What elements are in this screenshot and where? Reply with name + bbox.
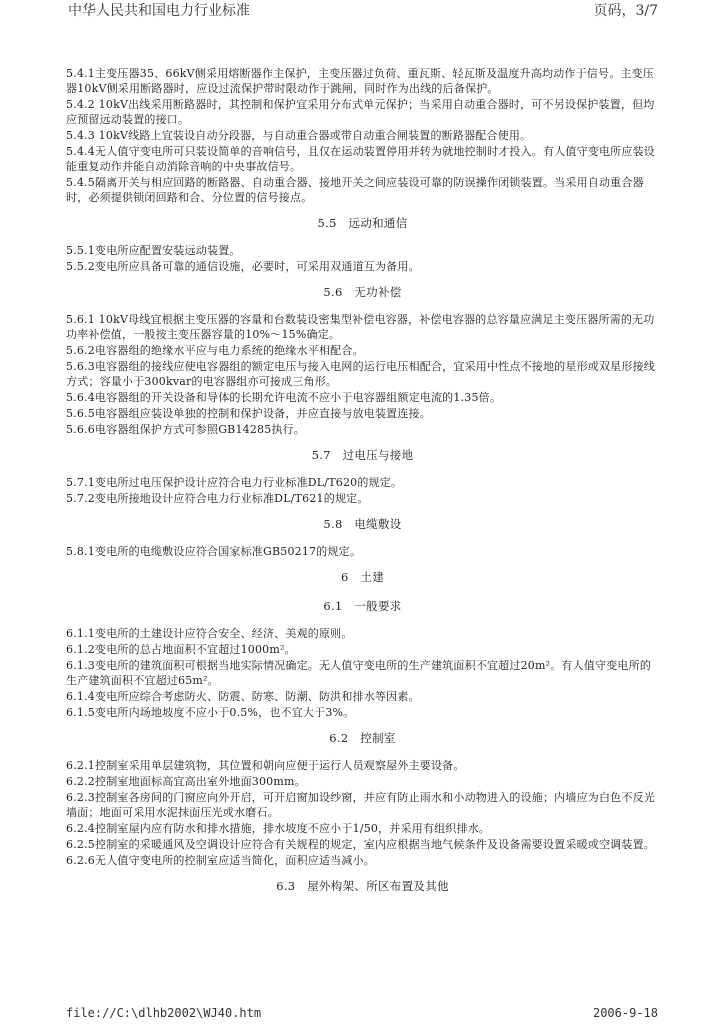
clause-paragraph: 5.5.1变电所应配置安装远动装置。: [66, 244, 241, 257]
section-heading: 6.1 一般要求: [323, 599, 402, 613]
clause-paragraph: 5.4.4无人值守变电所可只装设简单的音响信号，且仅在运动装置停用并转为就地控制时才投入。有人值守变电所应装设能重复动作并能自动消除音响的中央事故信号。: [66, 145, 655, 173]
clause-paragraph: 6.2.3控制室各房间的门窗应向外开启，可开启窗加设纱窗，并应有防止雨水和小动物进入的设施；内墙应为白色不反光墙面；地面可采用水泥抹面压光或水磨石。: [66, 791, 655, 819]
clause-paragraph: 5.4.2 10kV出线采用断路器时，其控制和保护宜采用分布式单元保护；当采用自动重合器时，可不另设保护装置，但均应预留远动装置的接口。: [66, 98, 655, 126]
section-heading: 6.2 控制室: [329, 731, 396, 745]
clause-paragraph: 5.4.1主变压器35、66kV侧采用熔断器作主保护，主变压器过负荷、重瓦斯、轻瓦斯及温度升高均动作于信号。主变压器10kV侧采用断路器时，应设过流保护带时限动作于跳闸，同时作为出线的后备保护。: [66, 67, 654, 95]
clause-paragraph: 5.4.3 10kV线路上宜装设自动分段器，与自动重合器或带自动重合闸装置的断路器配合使用。: [66, 129, 532, 142]
section-heading: 5.7 过电压与接地: [311, 448, 414, 462]
page-footer: [0, 1006, 724, 1024]
clause-paragraph: 5.6.5电容器组应装设单独的控制和保护设备，并应直接与放电装置连接。: [66, 407, 431, 420]
section-heading: 5.6 无功补偿: [323, 285, 402, 299]
clause-paragraph: 5.6.3电容器组的接线应使电容器组的额定电压与接入电网的运行电压相配合，宜采用中性点不接地的星形或双星形接线方式；容量小于300kvar的电容器组亦可接成三角形。: [66, 360, 655, 388]
clause-paragraph: 5.5.2变电所应具备可靠的通信设施，必要时，可采用双通道互为备用。: [66, 260, 420, 273]
section-heading: 6 土建: [340, 570, 385, 584]
section-heading: 6.3 屋外构架、所区布置及其他: [276, 879, 449, 893]
page-number: 页码，3/7: [593, 3, 658, 19]
print-date: 2006-9-18: [592, 1006, 658, 1020]
clause-paragraph: 6.1.3变电所的建筑面积可根据当地实际情况确定。无人值守变电所的生产建筑面积不宜超过20m²。有人值守变电所的生产建筑面积不宜超过65m²。: [66, 659, 652, 687]
clause-paragraph: 6.1.4变电所应综合考虑防火、防震、防寒、防潮、防洪和排水等因素。: [66, 690, 420, 703]
clause-paragraph: 6.2.1控制室采用单层建筑物，其位置和朝向应便于运行人员观察屋外主要设备。: [66, 759, 465, 772]
clause-paragraph: 5.7.2变电所接地设计应符合电力行业标准DL/T621的规定。: [66, 492, 369, 505]
clause-paragraph: 5.6.2电容器组的绝缘水平应与电力系统的绝缘水平相配合。: [66, 344, 364, 357]
clause-paragraph: 5.4.5隔离开关与相应回路的断路器、自动重合器、接地开关之间应装设可靠的防误操作闭锁装置。当采用自动重合器时，必须提供锁闭回路和合、分位置的信号接点。: [66, 176, 644, 204]
section-heading: 5.8 电缆敷设: [323, 517, 402, 531]
clause-paragraph: 6.2.4控制室屋内应有防水和排水措施，排水坡度不应小于1/50，并采用有组织排水。: [66, 822, 491, 835]
clause-paragraph: 5.6.4电容器组的开关设备和导体的长期允许电流不应小于电容器组额定电流的1.35倍。: [66, 391, 502, 404]
document-body: [66, 66, 659, 906]
clause-paragraph: 6.1.1变电所的土建设计应符合安全、经济、美观的原则。: [66, 627, 353, 640]
clause-paragraph: 6.2.5控制室的采暖通风及空调设计应符合有关规程的规定，室内应根据当地气候条件及设备需要设置采暖或空调装置。: [66, 838, 655, 851]
clause-paragraph: 6.2.2控制室地面标高宜高出室外地面300mm。: [66, 775, 306, 788]
section-heading: 5.5 远动和通信: [317, 216, 408, 230]
clause-paragraph: 5.8.1变电所的电缆敷设应符合国家标准GB50217的规定。: [66, 545, 362, 558]
clause-paragraph: 6.1.5变电所内场地坡度不应小于0.5%，也不宜大于3%。: [66, 706, 355, 719]
clause-paragraph: 5.6.1 10kV母线宜根据主变压器的容量和台数装设密集型补偿电容器，补偿电容器的总容量应满足主变压器所需的无功功率补偿值，一般按主变压器容量的10%～15%确定。: [66, 313, 655, 341]
page-header: [0, 0, 724, 20]
file-path: file://C:\dlhb2002\WJ40.htm: [66, 1006, 262, 1020]
clause-paragraph: 6.2.6无人值守变电所的控制室应适当简化，面积应适当减小。: [66, 854, 375, 867]
clause-paragraph: 5.6.6电容器组保护方式可参照GB14285执行。: [66, 423, 306, 436]
document-title: 中华人民共和国电力行业标准: [68, 3, 250, 19]
clause-paragraph: 5.7.1变电所过电压保护设计应符合电力行业标准DL/T620的规定。: [66, 476, 403, 489]
clause-paragraph: 6.1.2变电所的总占地面积不宜超过1000m²。: [66, 643, 296, 656]
